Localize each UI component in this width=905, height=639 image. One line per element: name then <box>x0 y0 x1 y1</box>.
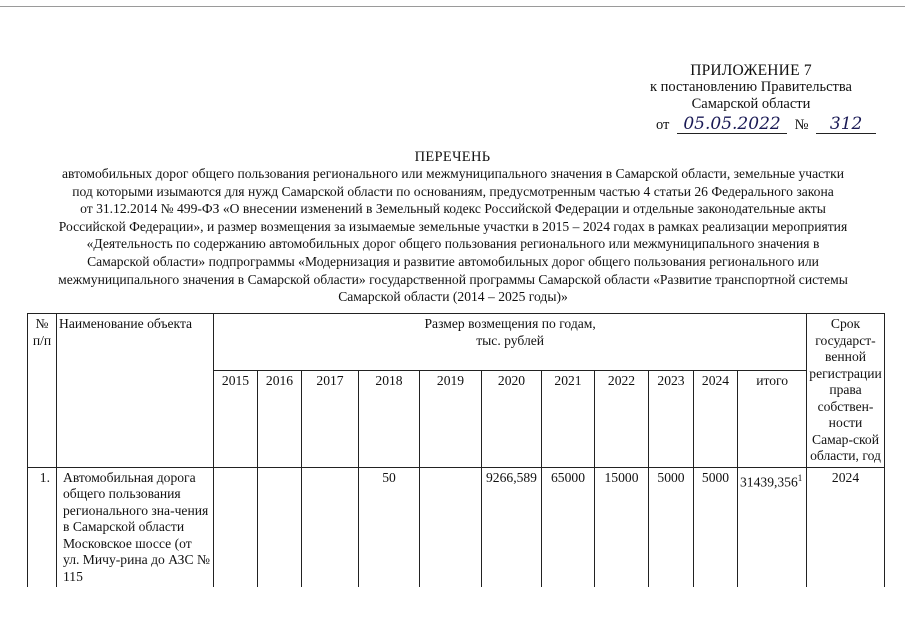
order-reference <box>656 115 876 134</box>
row-value-2022: 15000 <box>595 467 649 587</box>
year-2015: 2015 <box>214 370 258 467</box>
row-value-2016 <box>258 467 302 587</box>
header-size-line-1: Размер возмещения по годам, <box>424 316 596 331</box>
number-prefix: № <box>794 117 809 133</box>
row-value-2024: 5000 <box>694 467 738 587</box>
compensation-table <box>27 313 885 587</box>
header-size <box>214 314 807 371</box>
header-name: Наименование объекта <box>57 314 214 468</box>
row-total-amount: 31439,356 <box>740 474 798 490</box>
row-value-2021: 65000 <box>542 467 595 587</box>
header-term: Срок государст-венной регистрации права собствен-ности Самар-ской области, год <box>807 314 884 468</box>
row-total-footnote: 1 <box>797 472 803 483</box>
year-2020: 2020 <box>482 370 542 467</box>
header-size-line-2: тыс. рублей <box>476 332 545 348</box>
row-value-total <box>738 467 807 587</box>
year-2019: 2019 <box>420 370 482 467</box>
table-header-row <box>28 314 885 371</box>
document-description <box>18 165 888 306</box>
appendix-line-2: Самарской области <box>691 96 811 112</box>
page-top-rule <box>0 6 905 7</box>
year-total: итого <box>738 370 807 467</box>
year-2018: 2018 <box>359 370 420 467</box>
year-2017: 2017 <box>302 370 359 467</box>
description-line: Российской Федерации», и размер возмещения за изымаемые земельные участки в 2015 – 2024 годах в рамках реализации мероприятия <box>58 218 848 234</box>
row-value-2020: 9266,589 <box>482 467 542 587</box>
description-line: Самарской области» подпрограммы «Модернизация и развитие автомобильных дорог общего пользования регионального или <box>87 253 819 269</box>
appendix-line-1: к постановлению Правительства <box>650 79 852 95</box>
row-object-name: Автомобильная дорога общего пользования регионального зна-чения в Самарской области Московское шоссе (от ул. Мичу-рина до АЗС № 115 <box>57 467 214 587</box>
handwritten-date: 05.05.2022 <box>677 115 787 134</box>
year-2023: 2023 <box>649 370 694 467</box>
appendix-title: ПРИЛОЖЕНИЕ 7 <box>690 62 812 79</box>
appendix-block <box>590 62 905 113</box>
date-prefix: от <box>656 117 670 133</box>
table-row <box>28 467 885 587</box>
description-line: под которыми изымаются для нужд Самарской области по основаниям, предусмотренным частью 4 статьи 26 Федерального закона <box>72 183 834 199</box>
row-number: 1. <box>28 467 57 587</box>
year-2021: 2021 <box>542 370 595 467</box>
description-line: межмуниципального значения в Самарской области» государственной программы Самарской области «Развитие транспортной системы <box>58 271 848 287</box>
description-line: Самарской области (2014 – 2025 годы)» <box>338 289 568 305</box>
description-line: «Деятельность по содержанию автомобильных дорог общего пользования регионального или межмуниципального значения в <box>86 236 820 252</box>
year-2016: 2016 <box>258 370 302 467</box>
header-num: № п/п <box>28 314 57 468</box>
year-2022: 2022 <box>595 370 649 467</box>
row-value-2019 <box>420 467 482 587</box>
row-term: 2024 <box>807 467 884 587</box>
year-2024: 2024 <box>694 370 738 467</box>
row-value-2018: 50 <box>359 467 420 587</box>
handwritten-number: 312 <box>816 115 876 134</box>
row-value-2023: 5000 <box>649 467 694 587</box>
description-line: автомобильных дорог общего пользования регионального или межмуниципального значения в Самарской области, земельные участки <box>61 166 845 181</box>
description-line: от 31.12.2014 № 499-ФЗ «О внесении изменений в Земельный кодекс Российской Федерации и отдельные законодательные акты <box>80 201 826 217</box>
row-value-2015 <box>214 467 258 587</box>
document-heading: ПЕРЕЧЕНЬ <box>414 149 491 165</box>
row-value-2017 <box>302 467 359 587</box>
